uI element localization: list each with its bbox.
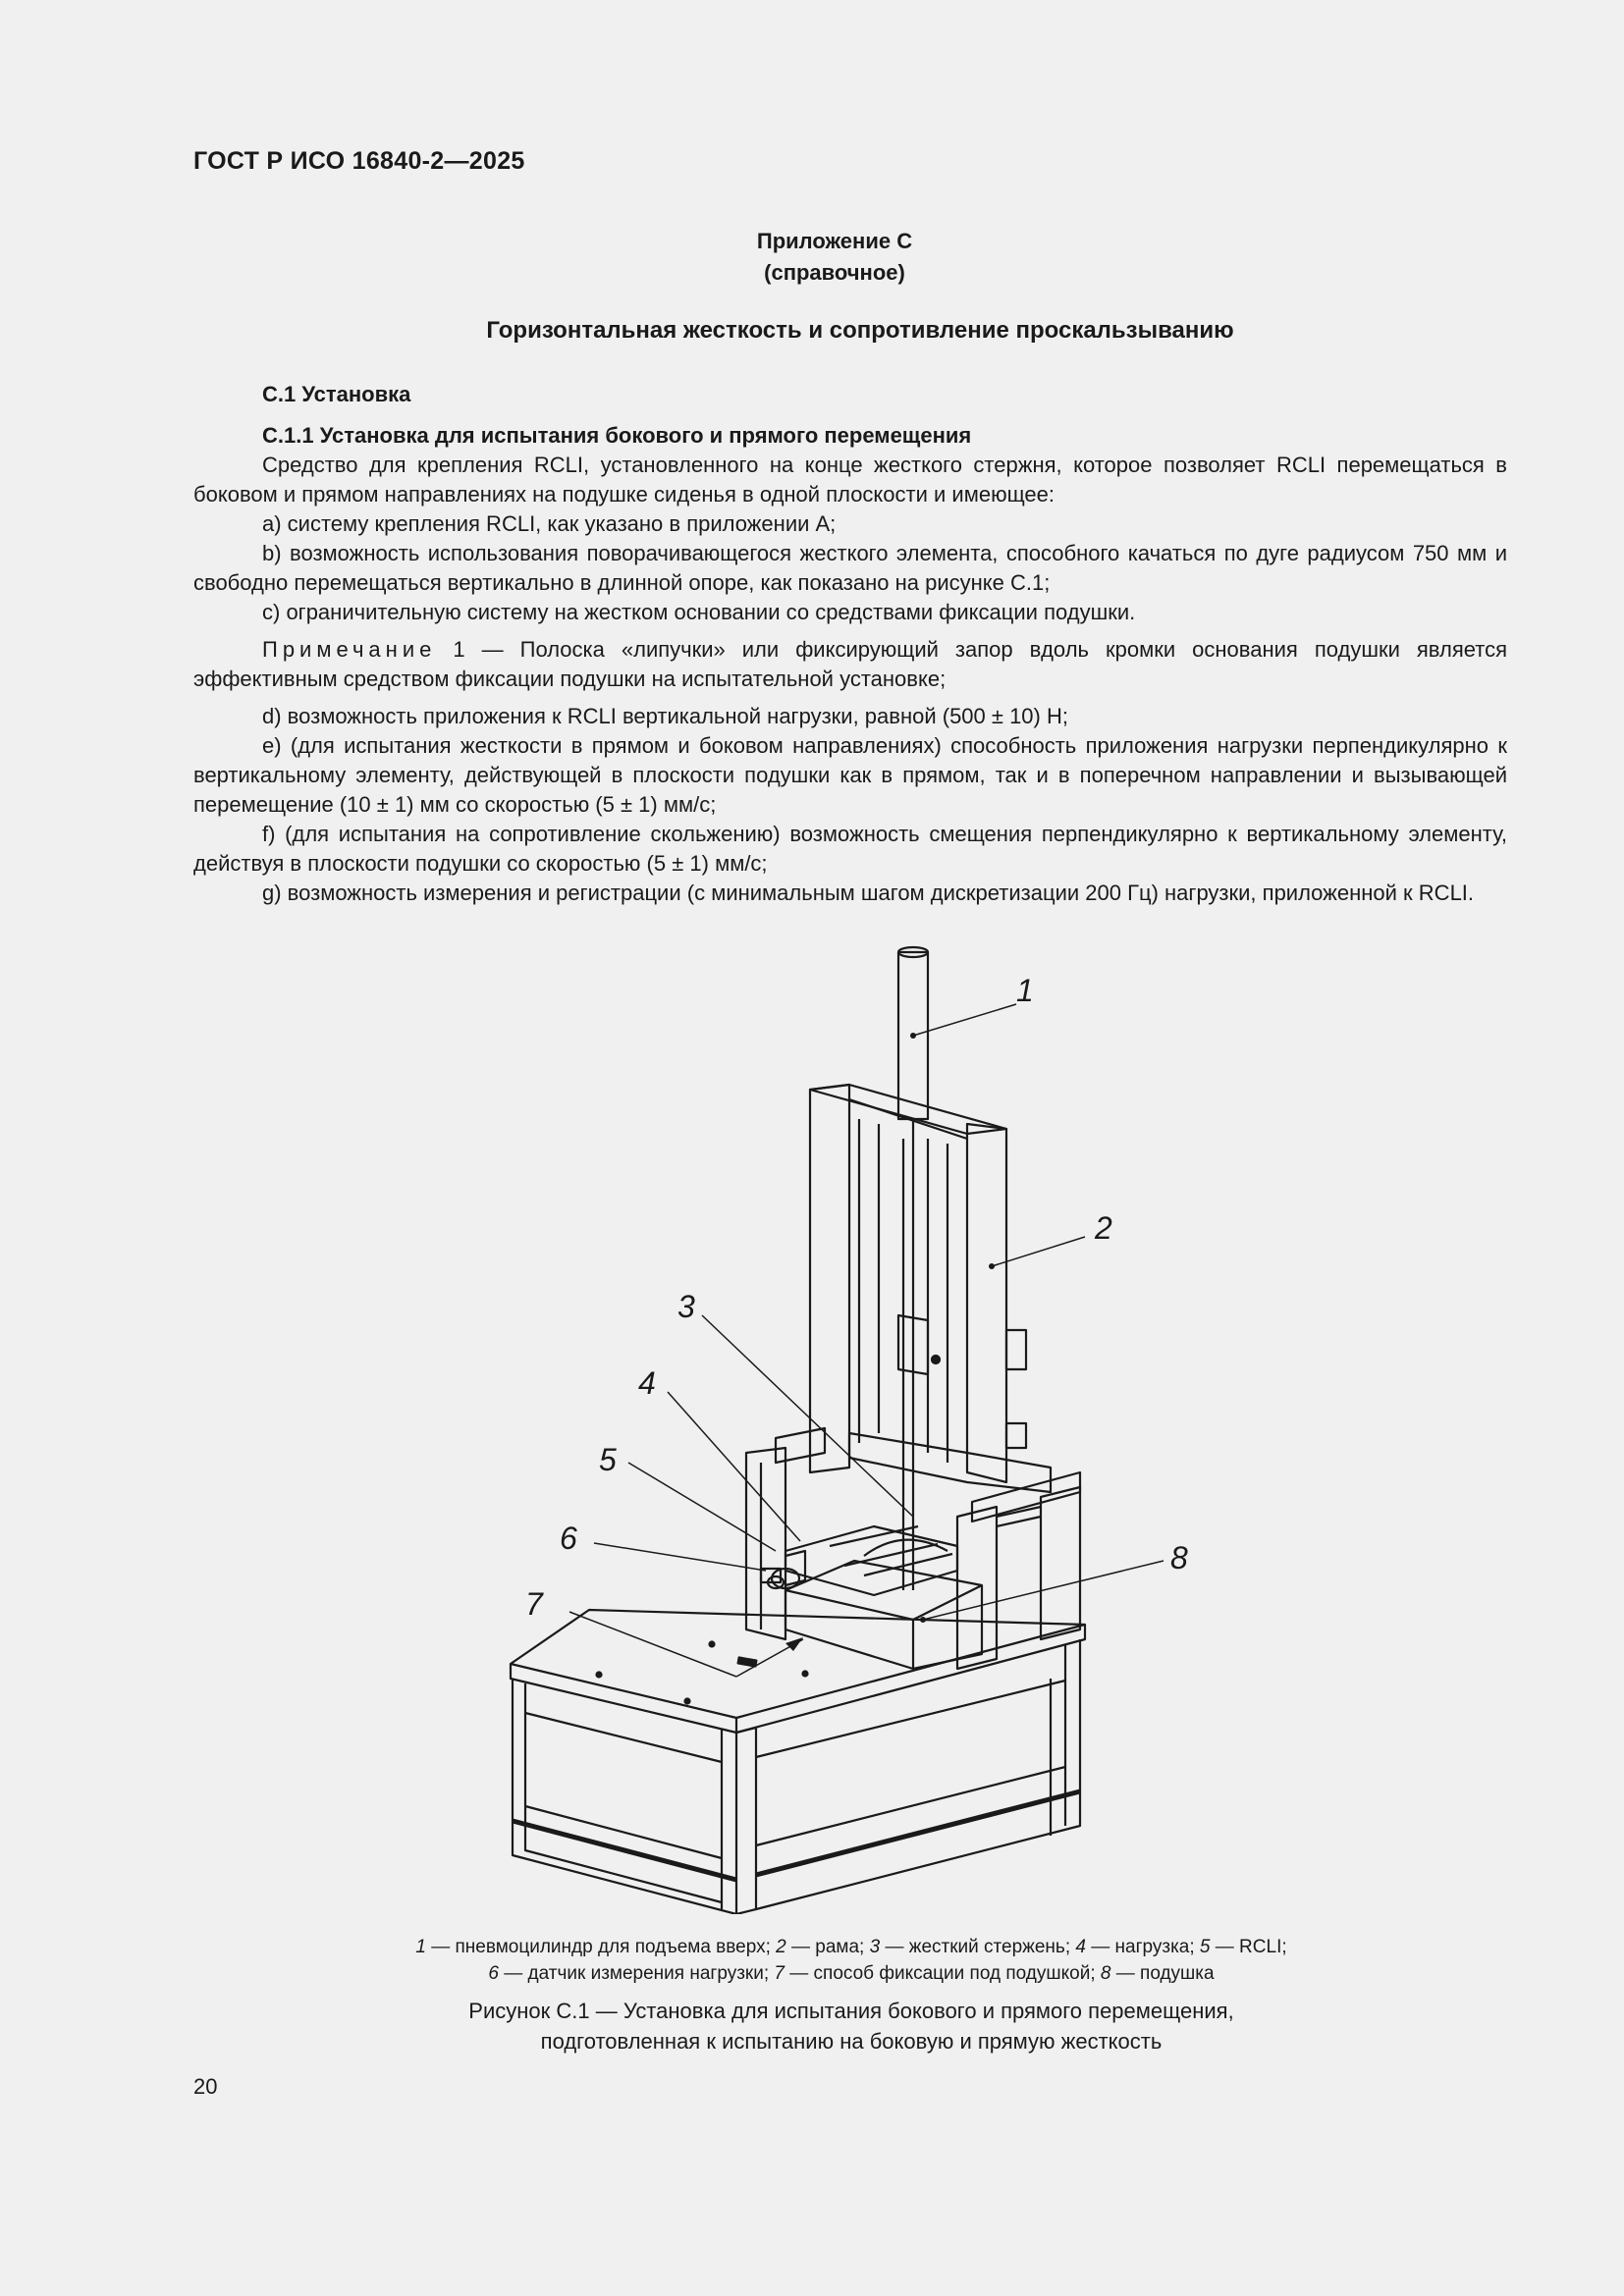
figure-legend bbox=[196, 1934, 1506, 1987]
legend-text-2: — рама; bbox=[785, 1937, 870, 1957]
legend-text-1: — пневмоцилиндр для подъема вверх; bbox=[425, 1937, 777, 1957]
figure-caption-line-2: подготовленная к испытанию на боковую и прямую жесткость bbox=[540, 2029, 1163, 2054]
legend-text-6: — датчик измерения нагрузки; bbox=[498, 1963, 775, 1984]
annex-title-text: Горизонтальная жесткость и сопротивление проскальзыванию bbox=[486, 317, 1234, 344]
figure-caption bbox=[196, 1996, 1506, 2056]
figure-label-8: 8 bbox=[1170, 1540, 1188, 1575]
section-heading-c1: С.1 Установка bbox=[262, 382, 411, 406]
list-item-g: g) возможность измерения и регистрации (с минимальным шагом дискретизации 200 Гц) нагрузки, приложенной к RCLI. bbox=[262, 881, 1475, 905]
table-top bbox=[511, 1610, 1085, 1733]
legend-num-2: 2 bbox=[776, 1937, 786, 1957]
frame-right-upright bbox=[967, 1124, 1006, 1482]
annex-heading bbox=[0, 226, 1624, 289]
annex-status: (справочное) bbox=[764, 260, 905, 285]
figure-caption-line-1: Рисунок С.1 — Установка для испытания бокового и прямого перемещения, bbox=[468, 1999, 1234, 2023]
figure-label-4: 4 bbox=[638, 1365, 656, 1401]
legend-num-8: 8 bbox=[1100, 1963, 1111, 1984]
legend-num-1: 1 bbox=[415, 1937, 426, 1957]
figure-label-3: 3 bbox=[677, 1289, 695, 1324]
list-item-f: f) (для испытания на сопротивление скольжению) возможность смещения перпендикулярно к вертикальному элементу, действуя в плоскости подушки со скоростью (5 ± 1) мм/с; bbox=[193, 822, 1507, 876]
figure-label-1: 1 bbox=[1016, 973, 1034, 1008]
note-1 bbox=[193, 635, 1507, 694]
page-number: 20 bbox=[193, 2074, 218, 2099]
figure-label-7: 7 bbox=[525, 1586, 543, 1622]
list-item-b: b) возможность использования поворачивающегося жесткого элемента, способного качаться по дуге радиусом 750 мм и свободно перемещаться вертикально в длинной опоре, как показано на рисунке С.1; bbox=[193, 541, 1507, 595]
legend-text-4: — нагрузка; bbox=[1085, 1937, 1200, 1957]
annex-label: Приложение С bbox=[756, 229, 913, 253]
legend-num-7: 7 bbox=[774, 1963, 785, 1984]
paragraph-intro: Средство для крепления RCLI, установленного на конце жесткого стержня, которое позволяет RCLI перемещаться в боковом и прямом направлениях на подушке сиденья в одной плоскости и имеющее: bbox=[193, 453, 1507, 507]
list-item-e: е) (для испытания жесткости в прямом и боковом направлениях) способность приложения нагрузки перпендикулярно к вертикальному элементу, действующей в плоскости подушки как в прямом, так и в поперечном направлении и вызывающей перемещение (10 ± 1) мм со скоростью (5 ± 1) мм/с; bbox=[193, 733, 1507, 817]
legend-text-8: — подушка bbox=[1110, 1963, 1215, 1984]
figure-label-2: 2 bbox=[1095, 1210, 1112, 1246]
annex-title bbox=[0, 317, 1624, 345]
document-header: ГОСТ Р ИСО 16840-2—2025 bbox=[193, 147, 525, 175]
list-item-c: с) ограничительную систему на жестком основании со средствами фиксации подушки. bbox=[262, 600, 1136, 624]
figure-label-6: 6 bbox=[560, 1521, 577, 1556]
legend-num-4: 4 bbox=[1075, 1937, 1086, 1957]
legend-line-2 bbox=[196, 1960, 1506, 1987]
document-body bbox=[193, 380, 1507, 908]
legend-text-5: — RCLI; bbox=[1210, 1937, 1287, 1957]
figure-test-apparatus bbox=[481, 942, 1227, 1914]
cushion bbox=[785, 1561, 982, 1669]
legend-num-5: 5 bbox=[1199, 1937, 1211, 1957]
figure-label-5: 5 bbox=[599, 1442, 617, 1477]
legend-line-1 bbox=[196, 1934, 1506, 1960]
frame-left-upright bbox=[810, 1085, 849, 1472]
list-item-d: d) возможность приложения к RCLI вертикальной нагрузки, равной (500 ± 10) Н; bbox=[262, 704, 1068, 728]
note-lead: Примечание bbox=[262, 637, 437, 662]
legend-text-7: — способ фиксации под подушкой; bbox=[784, 1963, 1101, 1984]
list-item-a: а) систему крепления RCLI, как указано в приложении А; bbox=[262, 511, 837, 536]
legend-num-3: 3 bbox=[869, 1937, 881, 1957]
legend-num-6: 6 bbox=[488, 1963, 499, 1984]
note-text: 1 — Полоска «липучки» или фиксирующий запор вдоль кромки основания подушки является эффективным средством фиксации подушки на испытательной установке; bbox=[193, 637, 1507, 691]
legend-text-3: — жесткий стержень; bbox=[880, 1937, 1076, 1957]
section-heading-c11: С.1.1 Установка для испытания бокового и прямого перемещения bbox=[262, 423, 972, 448]
